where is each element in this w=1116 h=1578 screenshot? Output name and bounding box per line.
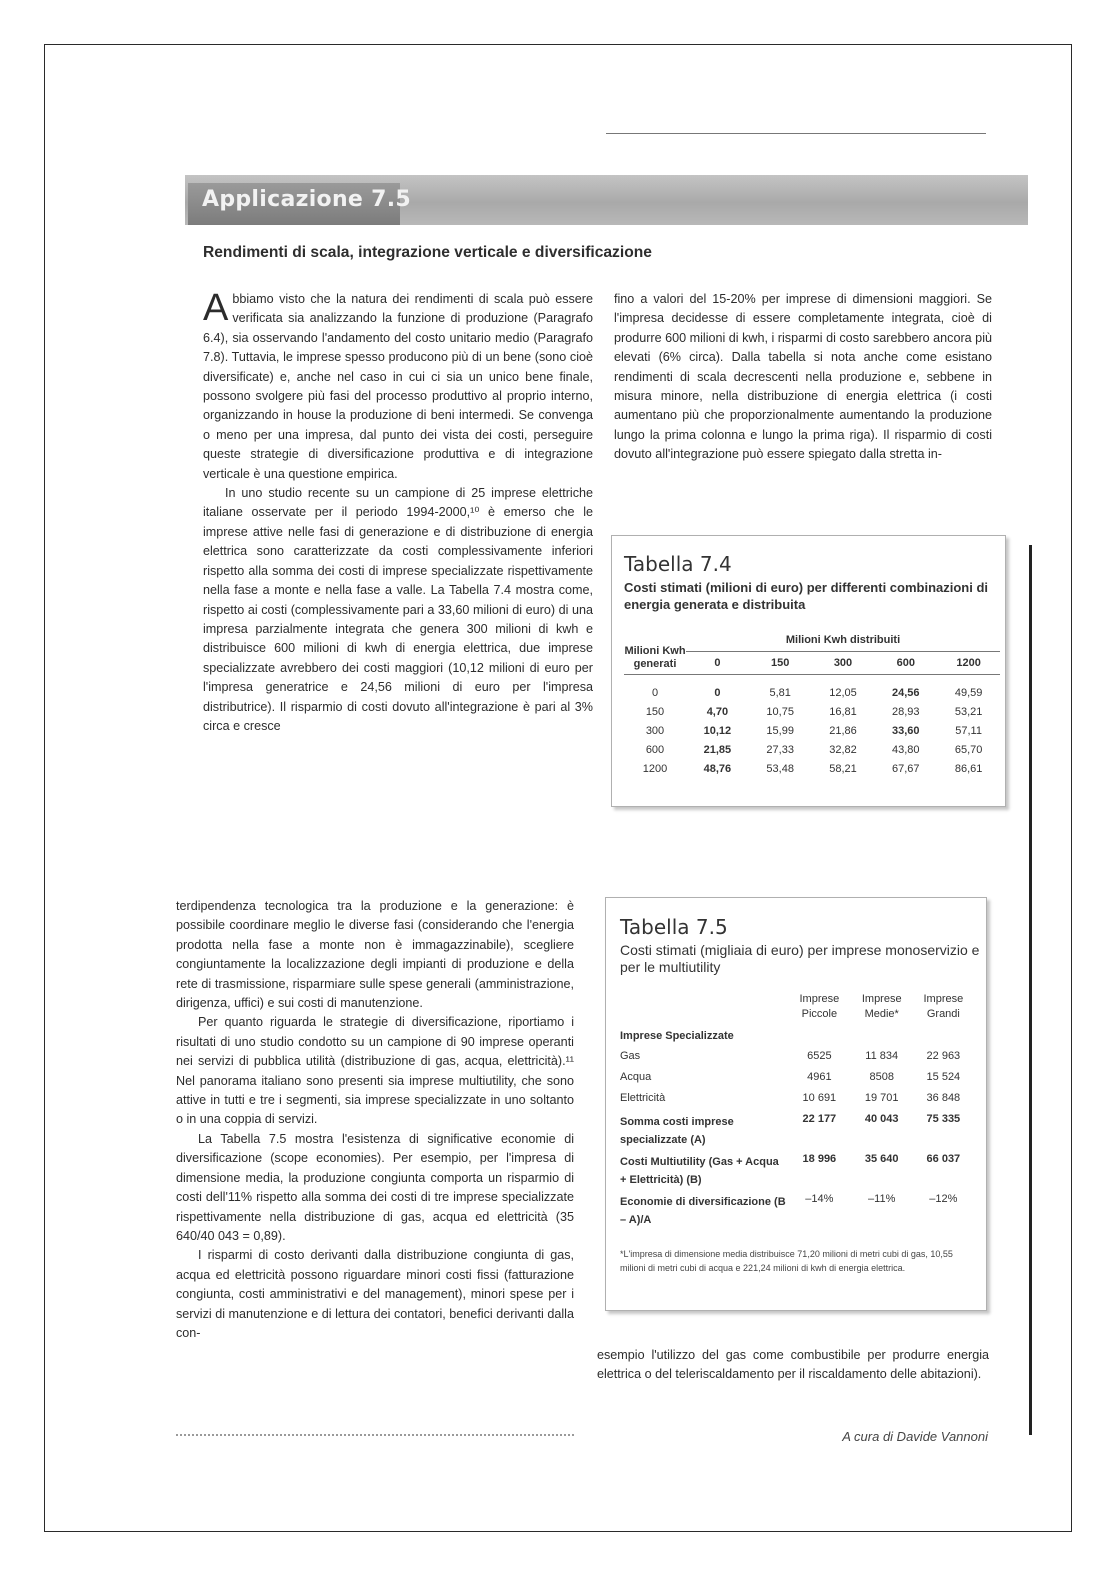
column-header: 300: [812, 652, 875, 675]
paragraph: esempio l'utilizzo del gas come combustibile per produrre energia elettrica o del teleriscaldamento per il riscaldamento delle abitazioni).: [597, 1348, 989, 1382]
table-cell: 4961: [807, 1071, 832, 1083]
table-row: [620, 1113, 974, 1153]
row-header: Milioni Kwh generati: [624, 629, 686, 675]
column-2: [614, 290, 992, 465]
table-cell: 16,81: [829, 705, 857, 718]
column-4: [597, 1346, 989, 1385]
banner-title: Applicazione 7.5: [202, 187, 411, 212]
author-signature: A cura di Davide Vannoni: [842, 1429, 988, 1444]
table-row: [624, 721, 1000, 740]
section-subtitle: Rendimenti di scala, integrazione verticale e diversificazione: [203, 244, 652, 261]
table-cell: 11 834: [865, 1050, 899, 1062]
table-cell: 35 640: [864, 1153, 899, 1165]
table-cell: 22 177: [802, 1113, 837, 1125]
table-cell: 49,59: [954, 686, 983, 699]
table-cell: 40 043: [864, 1113, 899, 1125]
table-cell: 66 037: [926, 1153, 961, 1165]
table-cell: 24,56: [892, 686, 920, 699]
table-caption: Costi stimati (milioni di euro) per differenti combinazioni di energia generata e distribuita: [624, 580, 989, 612]
table-row: [624, 759, 1000, 778]
row-label: Gas: [620, 1050, 641, 1062]
table-cell: 0: [714, 686, 721, 699]
row-label: Costi Multiutility (Gas + Acqua + Elettricità) (B): [620, 1156, 779, 1186]
row-label: 150: [645, 705, 665, 718]
column-header: 1200: [937, 652, 1000, 675]
paragraph: La Tabella 7.5 mostra l'esistenza di significative economie di diversificazione (scope economies). Per esempio, per l'impresa di dimensione media, la produzione congiunta comporta un risparmio di costi dell'11% rispetto alla somma dei costi di tre imprese specializzate rispettivamente nella distribuzione di gas, acqua ed elettricità (35 640/40 043 = 0,89).: [176, 1131, 574, 1243]
paragraph: terdipendenza tecnologica tra la produzione e la generazione: è possibile coordinare meglio le diverse fasi (considerando che l'energia prodotta nella fase a monte non è immagazzinabile), scegliere congiuntamente la localizzazione degli impianti di produzione e della rete di trasmissione, risparmiare sulle spese generali (amministrazione, dirigenza, uffici) e sui costi di manutenzione.: [176, 899, 574, 1011]
table-cell: 28,93: [892, 705, 920, 718]
table-cell: –14%: [805, 1193, 834, 1205]
table-cell: 19 701: [864, 1092, 899, 1104]
table-title: Tabella 7.5: [620, 915, 728, 939]
table-cell: 32,82: [829, 743, 857, 756]
column-header: 600: [874, 652, 937, 675]
column-group-header: Milioni Kwh distribuiti: [686, 629, 1000, 652]
section-label: Imprese Specializzate: [620, 1030, 734, 1042]
row-label: Elettricità: [620, 1092, 666, 1104]
row-label: Somma costi imprese specializzate (A): [620, 1116, 734, 1146]
table-cell: 86,61: [954, 762, 983, 775]
table-cell: –12%: [929, 1193, 958, 1205]
table-footnote: *L'impresa di dimensione media distribuisce 71,20 milioni di metri cubi di gas, 10,55 milioni di metri cubi di acqua e 221,24 milioni di kwh di energia elettrica.: [620, 1249, 953, 1273]
table-cell: 21,86: [829, 724, 857, 737]
table-cell: 6525: [807, 1050, 832, 1062]
table-row: [624, 740, 1000, 759]
table-cell: 4,70: [706, 705, 729, 718]
table-row: [620, 1193, 974, 1233]
paragraph: Per quanto riguarda le strategie di diversificazione, riportiamo i risultati di uno studio condotto su un campione di 90 imprese operanti nei servizi di pubblica utilità (distribuzione di gas, acqua, elettricità).¹¹ Nel panorama italiano sono presenti sia imprese multiutility, che sono attive in tutti e tre i segmenti, sia imprese specializzate in uno soltanto o in una coppia di servizi.: [176, 1015, 574, 1127]
table-title: Tabella 7.4: [624, 552, 732, 576]
paragraph: I risparmi di costo derivanti dalla distribuzione congiunta di gas, acqua ed elettricità possono riguardare minori costi fissi (fatturazione congiunta, costi amministrativi e del management), minori spese per i servizi di manutenzione e di lettura dei contatori, benefici derivanti dalla con-: [176, 1248, 574, 1340]
paragraph: In uno studio recente su un campione di 25 imprese elettriche italiane osservate per il periodo 1994-2000,¹⁰ è emerso che le imprese attive nelle fasi di generazione e di distribuzione di energia elettrica sono caratterizzate da costi complessivamente inferiori rispetto alla somma dei costi di imprese specializzate rispettivamente nella fase a monte e nella fase a valle. La Tabella 7.4 mostra come, rispetto ai costi (complessivamente pari a 33,60 milioni di euro) di una impresa parzialmente integrata che genera 300 milioni di kwh e distribuisce 600 milioni di kwh di energia elettrica, due imprese specializzate avrebbero dei costi maggiori (10,12 milioni di euro per l'impresa generatrice e 24,56 milioni di euro per l'impresa distributrice). Il risparmio di costi dovuto all'integrazione è pari al 3% circa e cresce: [203, 486, 593, 733]
column-header: Imprese Grandi: [923, 993, 964, 1020]
column-header: 0: [686, 652, 749, 675]
table-cell: 53,48: [766, 762, 794, 775]
table-cell: 5,81: [769, 686, 791, 699]
cut-off-line: [176, 1434, 574, 1441]
table-row: [620, 1153, 974, 1193]
table-row: [620, 1050, 974, 1071]
table-cell: 53,21: [954, 705, 983, 718]
table-cell: 10,12: [703, 724, 732, 737]
column-3: [176, 897, 574, 1343]
table-row: [620, 1071, 974, 1092]
table-cell: 8508: [869, 1071, 894, 1083]
table-cell: 33,60: [892, 724, 920, 737]
table-cell: 18 996: [802, 1153, 837, 1165]
table-cell: 10 691: [802, 1092, 837, 1104]
table-cell: 75 335: [926, 1113, 961, 1125]
top-rule: [606, 133, 986, 134]
data-table: [624, 629, 1000, 778]
table-row: [624, 702, 1000, 721]
paragraph: bbiamo visto che la natura dei rendimenti di scala può essere verificata sia analizzando la funzione di produzione (Paragrafo 6.4), sia osservando l'andamento del costo unitario medio (Paragrafo 7.8). Tuttavia, le imprese spesso producono più di un bene (sono cioè diversificate) e, anche nel caso in cui ci sia un unico bene finale, possono svolgere più fasi del processo produttivo al proprio interno, organizzando in house la produzione di beni intermedi. Se convenga o meno per una impresa, dal punto dei vista dei costi, perseguire queste strategie di diversificazione produttiva e di integrazione verticale è una questione empirica.: [203, 292, 593, 481]
table-cell: 12,05: [829, 686, 857, 699]
row-label: 600: [645, 743, 665, 756]
table-cell: 22 963: [926, 1050, 961, 1062]
table-7-4: [611, 535, 1006, 807]
table-cell: 57,11: [955, 724, 982, 737]
table-cell: 65,70: [954, 743, 983, 756]
table-caption: Costi stimati (migliaia di euro) per imprese monoservizio e per le multiutility: [620, 942, 980, 975]
table-cell: 67,67: [892, 762, 920, 775]
column-header: Imprese Medie*: [861, 993, 902, 1020]
data-table: [620, 992, 974, 1233]
table-cell: 27,33: [766, 743, 794, 756]
paragraph: fino a valori del 15-20% per imprese di dimensioni maggiori. Se l'impresa decidesse di essere completamente integrata, cioè di produrre 600 milioni di kwh, i risparmi di costo sarebbero ancora più elevati (6% circa). Dalla tabella si nota anche come esistano rendimenti di scala decrescenti nella produzione e, sebbene in misura minore, nella distribuzione di energia elettrica (i costi aumentano più che proporzionalmente aumentando la produzione lungo la prima colonna e lungo la prima riga). Il risparmio di costi dovuto all'integrazione può essere spiegato dalla stretta in-: [614, 292, 992, 462]
table-cell: 15 524: [926, 1071, 961, 1083]
row-label: Economie di diversificazione (B – A)/A: [620, 1196, 786, 1226]
table-cell: 15,99: [766, 724, 794, 737]
table-row: [624, 683, 1000, 702]
row-label: 0: [651, 686, 659, 699]
right-margin-bar: [1029, 545, 1032, 1435]
table-cell: 43,80: [892, 743, 920, 756]
table-cell: 48,76: [703, 762, 732, 775]
row-label: 300: [645, 724, 665, 737]
column-header: 150: [749, 652, 812, 675]
row-label: Acqua: [620, 1071, 652, 1083]
table-cell: 36 848: [926, 1092, 961, 1104]
table-cell: 58,21: [829, 762, 857, 775]
table-cell: 10,75: [766, 705, 794, 718]
table-cell: 21,85: [703, 743, 732, 756]
table-7-5: [605, 897, 987, 1311]
dropcap: A: [203, 287, 229, 329]
column-header: Imprese Piccole: [799, 993, 840, 1020]
table-row: [620, 1092, 974, 1113]
table-cell: –11%: [868, 1193, 896, 1205]
row-label: 1200: [642, 762, 668, 775]
column-1: [203, 287, 593, 736]
